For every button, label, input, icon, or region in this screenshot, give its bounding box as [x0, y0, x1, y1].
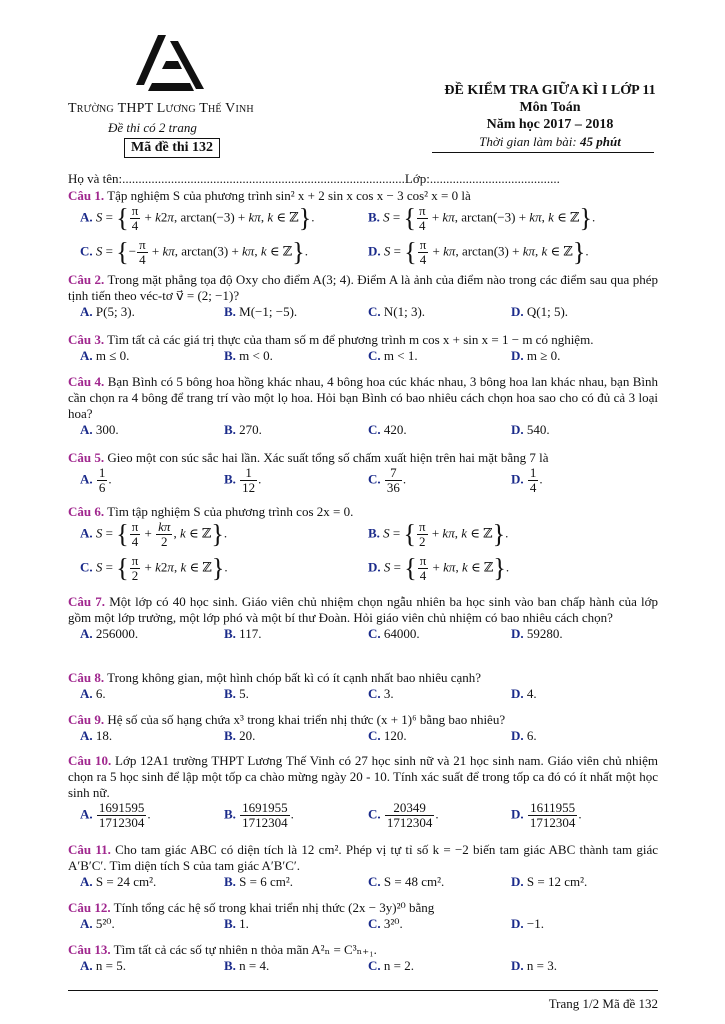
- header-rule: [432, 152, 654, 153]
- option-a[interactable]: A. S = 24 cm².: [80, 874, 157, 889]
- page-footer: Trang 1/2 Mã đề 132: [548, 996, 658, 1011]
- option-b[interactable]: B. $\frac{1691955}{1712304}$ .: [224, 800, 294, 830]
- option-b[interactable]: B. M(−1; −5).: [224, 304, 298, 319]
- option-b[interactable]: B. S = { $\frac{\pi}{4}$ + kπ, arctan(−3) + kπ, k ∈ ℤ}.: [368, 203, 596, 233]
- question-5: Câu 5. Gieo một con súc sắc hai lần. Xác suất tổng số chấm xuất hiện trên hai mặt bằng 7 là A. $\frac{1}{6}$ . B. $\frac{1}{12}$ . C. $\frac{7}{36}$ . D. $\frac{1}{4}$ .: [68, 450, 549, 495]
- option-b[interactable]: B. $\frac{1}{12}$ .: [224, 465, 262, 495]
- option-b[interactable]: B. 117.: [224, 626, 262, 641]
- option-a[interactable]: A. 256000.: [80, 626, 139, 641]
- option-d[interactable]: D. n = 3.: [511, 958, 557, 973]
- school-logo-icon: [134, 33, 210, 95]
- question-2: Câu 2. Trong mặt phẳng tọa độ Oxy cho điểm A(3; 4). Điểm A là ảnh của điểm nào trong các điểm sau qua phép tịnh tiến theo véc-tơ v⃗ = (2; −1)? A. P(5; 3). B. M(−1; −5). C. N(1; 3). D. Q(1; 5).: [68, 272, 658, 319]
- option-a[interactable]: A. $\frac{1691595}{1712304}$ .: [80, 800, 151, 830]
- option-c[interactable]: C. n = 2.: [368, 958, 414, 973]
- option-c[interactable]: C. 3.: [368, 686, 394, 701]
- option-b[interactable]: B. 5.: [224, 686, 249, 701]
- school-year: Năm học 2017 – 2018: [486, 117, 614, 132]
- option-a[interactable]: A. P(5; 3).: [80, 304, 135, 319]
- option-b[interactable]: B. 270.: [224, 422, 262, 437]
- option-c[interactable]: C. $\frac{7}{36}$ .: [368, 465, 407, 495]
- option-c[interactable]: C. $\frac{20349}{1712304}$ .: [368, 800, 439, 830]
- option-c[interactable]: C. N(1; 3).: [368, 304, 426, 319]
- question-3: Câu 3. Tìm tất cả các giá trị thực của tham số m để phương trình m cos x + sin x = 1 − m có nghiệm. A. m ≤ 0. B. m < 0. C. m < 1. D. m ≥ 0.: [68, 332, 594, 363]
- option-c[interactable]: C. 420.: [368, 422, 407, 437]
- option-d[interactable]: D. 4.: [511, 686, 537, 701]
- exam-subject: Môn Toán: [519, 100, 581, 115]
- option-d[interactable]: D. S = { $\frac{\pi}{4}$ + kπ, arctan(3) + kπ, k ∈ ℤ}.: [368, 237, 589, 267]
- option-c[interactable]: C. 64000.: [368, 626, 420, 641]
- option-b[interactable]: B. m < 0.: [224, 348, 273, 363]
- question-6: Câu 6. Tìm tập nghiệm S của phương trình cos 2x = 0. A. S = { $\frac{\pi}{4}$ + $\frac{k\pi}{2}$ , k ∈ ℤ}. B. S = { $\frac{\pi}{2}$ + kπ, k ∈ ℤ}. C. S = { $\frac{\pi}{2}$ + k2π, k ∈ ℤ}. D. S = { $\frac{\pi}{4}$ + kπ, k ∈ ℤ}.: [68, 504, 510, 583]
- option-a[interactable]: A. 5²⁰.: [80, 916, 115, 931]
- exam-title: ĐỀ KIỂM TRA GIỮA KÌ I LỚP 11: [444, 83, 656, 98]
- option-d[interactable]: D. $\frac{1611955}{1712304}$ .: [511, 800, 582, 830]
- option-d[interactable]: D. 59280.: [511, 626, 563, 641]
- question-13: Câu 13. Tìm tất cả các số tự nhiên n thỏa mãn A²ₙ = C³ₙ₊₁. A. n = 5. B. n = 4. C. n = 2. D. n = 3.: [68, 942, 557, 973]
- option-c[interactable]: C. 3²⁰.: [368, 916, 403, 931]
- option-c[interactable]: C. S = 48 cm².: [368, 874, 445, 889]
- option-a[interactable]: A. 18.: [80, 728, 113, 743]
- option-b[interactable]: B. 20.: [224, 728, 256, 743]
- option-b[interactable]: B. n = 4.: [224, 958, 270, 973]
- option-d[interactable]: D. S = 12 cm².: [511, 874, 588, 889]
- option-d[interactable]: D. S = { $\frac{\pi}{4}$ + kπ, k ∈ ℤ}.: [368, 553, 510, 583]
- option-a[interactable]: A. 6.: [80, 686, 106, 701]
- option-d[interactable]: D. Q(1; 5).: [511, 304, 569, 319]
- option-a[interactable]: A. S = { $\frac{\pi}{4}$ + $\frac{k\pi}{2}$ , k ∈ ℤ}.: [80, 519, 228, 549]
- page-count: Đề thi có 2 trang: [108, 120, 197, 135]
- exam-time: Thời gian làm bài: 45 phút: [479, 134, 621, 149]
- option-a[interactable]: A. m ≤ 0.: [80, 348, 130, 363]
- question-7: Câu 7. Một lớp có 40 học sinh. Giáo viên chủ nhiệm chọn ngẫu nhiên ba học sinh vào ban chấp hành của lớp gồm một lớp trưởng, một lớp phó và một bí thư Đoàn. Hỏi giáo viên chủ nhiệm có bao nhiêu cách chọn? A. 256000. B. 117. C. 64000. D. 59280.: [68, 594, 659, 641]
- exam-code-box: Mã đề thi 132: [124, 138, 220, 158]
- option-d[interactable]: D. −1.: [511, 916, 544, 931]
- question-12: Câu 12. Tính tổng các hệ số trong khai triển nhị thức (2x − 3y)²⁰ bằng A. 5²⁰. B. 1. C. 3²⁰. D. −1.: [68, 900, 544, 931]
- option-b[interactable]: B. 1.: [224, 916, 249, 931]
- option-a[interactable]: A. n = 5.: [80, 958, 126, 973]
- option-a[interactable]: A. $\frac{1}{6}$ .: [80, 465, 112, 495]
- student-name-line: Họ và tên:.......................................................................................Lớp:........................................: [68, 171, 560, 186]
- option-d[interactable]: D. 540.: [511, 422, 550, 437]
- option-a[interactable]: A. S = { $\frac{\pi}{4}$ + k2π, arctan(−3) + kπ, k ∈ ℤ}.: [80, 203, 315, 233]
- option-b[interactable]: B. S = 6 cm².: [224, 874, 294, 889]
- option-c[interactable]: C. S = { $\frac{\pi}{2}$ + k2π, k ∈ ℤ}.: [80, 553, 228, 583]
- question-1: Câu 1. Tập nghiệm S của phương trình sin² x + 2 sin x cos x − 3 cos² x = 0 là A. S = { $\frac{\pi}{4}$ + k2π, arctan(−3) + kπ, k ∈ ℤ}. B. S = { $\frac{\pi}{4}$ + kπ, arctan(−3) + kπ, k ∈ ℤ}. C. S = {− $\frac{\pi}{4}$ + kπ, arctan(3) + kπ, k ∈ ℤ}. D. S = { $\frac{\pi}{4}$ + kπ, arctan(3) + kπ, k ∈ ℤ}.: [68, 188, 596, 267]
- footer-rule: [68, 990, 658, 991]
- question-11: Câu 11. Cho tam giác ABC có diện tích là 12 cm². Phép vị tự tỉ số k = −2 biến tam giác ABC thành tam giác A′B′C′. Tìm diện tích S của tam giác A′B′C′. A. S = 24 cm². B. S = 6 cm². C. S = 48 cm². D. S = 12 cm².: [68, 842, 659, 889]
- option-b[interactable]: B. S = { $\frac{\pi}{2}$ + kπ, k ∈ ℤ}.: [368, 519, 509, 549]
- option-d[interactable]: D. $\frac{1}{4}$ .: [511, 465, 543, 495]
- option-a[interactable]: A. 300.: [80, 422, 119, 437]
- option-c[interactable]: C. m < 1.: [368, 348, 418, 363]
- option-c[interactable]: C. S = {− $\frac{\pi}{4}$ + kπ, arctan(3) + kπ, k ∈ ℤ}.: [80, 237, 308, 267]
- school-name: Trường THPT Lương Thế Vinh: [68, 101, 254, 116]
- question-4: Câu 4. Bạn Bình có 5 bông hoa hồng khác nhau, 4 bông hoa cúc khác nhau, 3 bông hoa lan khác nhau, bạn Bình cần chọn ra 4 bông để trang trí vào một lọ hoa. Hỏi bạn Bình có bao nhiêu cách chọn hoa sao cho có đủ cả 3 loại hoa? A. 300. B. 270. C. 420. D. 540.: [68, 374, 658, 437]
- option-d[interactable]: D. 6.: [511, 728, 537, 743]
- option-c[interactable]: C. 120.: [368, 728, 407, 743]
- question-10: Câu 10. Lớp 12A1 trường THPT Lương Thế Vinh có 27 học sinh nữ và 21 học sinh nam. Giáo viên chủ nhiệm chọn ra 5 học sinh để lập một tốp ca chào mừng ngày 20 - 10. Tính xác suất để trong tốp ca đó có ít nhất một học sinh nữ. A. $\frac{1691595}{1712304}$ . B. $\frac{1691955}{1712304}$ . C. $\frac{20349}{1712304}$ . D. $\frac{1611955}{1712304}$ .: [68, 753, 658, 830]
- question-9: Câu 9. Hệ số của số hạng chứa x³ trong khai triển nhị thức (x + 1)⁶ bằng bao nhiêu? A. 18. B. 20. C. 120. D. 6.: [68, 712, 537, 743]
- option-d[interactable]: D. m ≥ 0.: [511, 348, 561, 363]
- question-8: Câu 8. Trong không gian, một hình chóp bất kì có ít cạnh nhất bao nhiêu cạnh? A. 6. B. 5. C. 3. D. 4.: [68, 670, 537, 701]
